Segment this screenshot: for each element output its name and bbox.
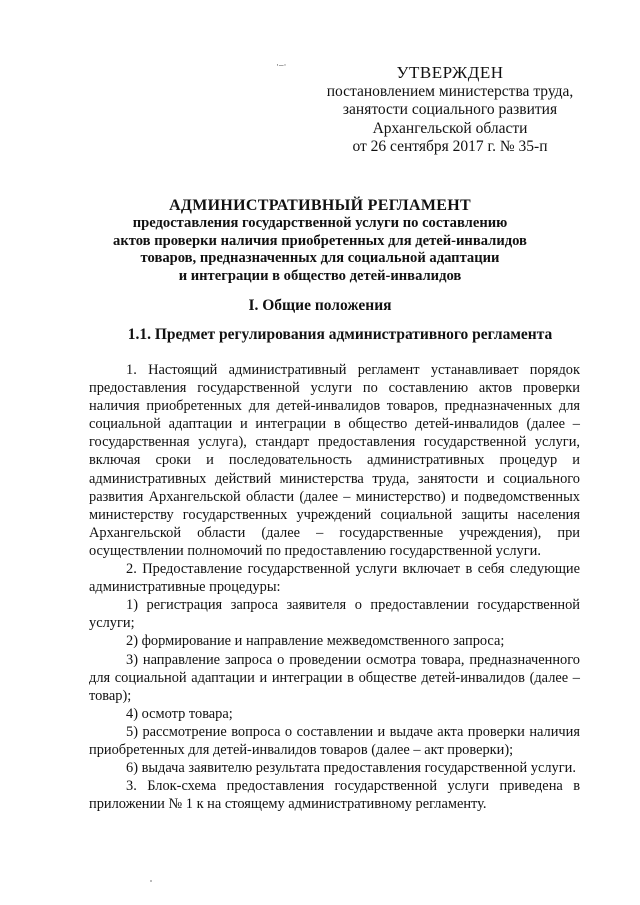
list-item: 3) направление запроса о проведении осмотра товара, предназначенного для социальной адаптации и интеграции в обществе детей-инвалидов (далее – товар); <box>89 651 580 704</box>
approval-line: занятости социального развития <box>342 101 558 118</box>
approval-line: Архангельской области <box>372 119 528 137</box>
paragraph: 2. Предоставление государственной услуги включает в себя следующие административные процедуры: <box>89 561 580 596</box>
list-item: 2) формирование и направление межведомственного запроса; <box>126 633 505 650</box>
approval-block <box>300 64 600 157</box>
document-subtitle-line: товаров, предназначенных для социальной адаптации <box>140 250 500 266</box>
document-title-block <box>60 196 580 285</box>
document-subtitle-line: и интеграции в общество детей-инвалидов <box>178 267 462 284</box>
approval-line: от 26 сентября 2017 г. № 35-п <box>352 138 548 155</box>
subsection-heading: 1.1. Предмет регулирования административного регламента <box>127 326 553 343</box>
section-heading: I. Общие положения <box>248 297 392 314</box>
list-item: 6) выдача заявителю результата предоставления государственной услуги. <box>126 760 576 777</box>
document-subtitle-line: актов проверки наличия приобретенных для детей-инвалидов <box>113 232 527 249</box>
paragraph: 3. Блок-схема предоставления государственной услуги приведена в приложении № 1 к на стоящему административному регламенту. <box>89 778 580 813</box>
document-title: АДМИНИСТРАТИВНЫЙ РЕГЛАМЕНТ <box>169 197 471 214</box>
approval-line: постановлением министерства труда, <box>326 82 574 100</box>
approval-stamp: УТВЕРЖДЕН <box>396 63 504 82</box>
list-item: 1) регистрация запроса заявителя о предоставлении государственной услуги; <box>89 597 580 632</box>
scan-speck: ·–· <box>276 60 287 70</box>
scan-speck <box>150 880 152 882</box>
body-text <box>89 361 580 813</box>
list-item: 4) осмотр товара; <box>126 705 233 722</box>
paragraph: 1. Настоящий административный регламент устанавливает порядок предоставления государственной услуги по составлению актов проверки наличия приобретенных для детей-инвалидов товаров, предназначенных для социальной адаптации и интеграции в общество детей-инвалидов (далее – государственная услуга), стандарт предоставления государственной услуги, включая сроки и последовательность административных процедур и административных действий министерства труда, занятости и социального развития Архангельской области (далее – министерство) и подведомственных министерству государственных учреждений социальной защиты населения Архангельской области (далее – государственные учреждения), при осуществлении полномочий по предоставлению государственной услуги. <box>89 362 580 559</box>
document-subtitle-line: предоставления государственной услуги по составлению <box>132 215 508 231</box>
list-item: 5) рассмотрение вопроса о составлении и выдаче акта проверки наличия приобретенных для детей-инвалидов товаров (далее – акт проверки); <box>89 723 580 758</box>
